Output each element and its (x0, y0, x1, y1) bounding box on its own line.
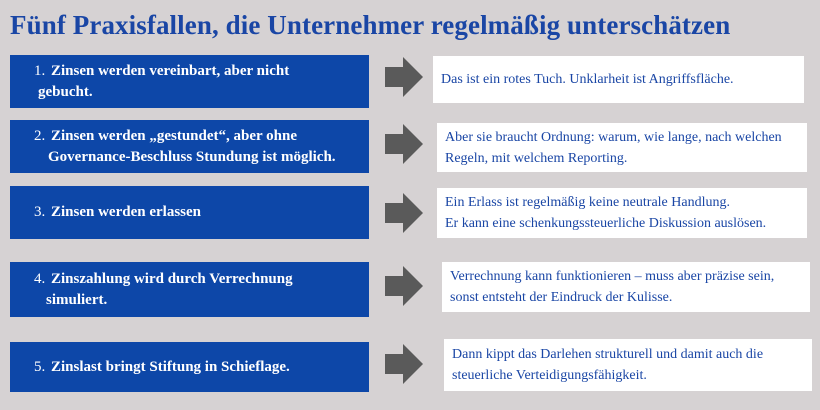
pitfall-box-4 (10, 262, 369, 317)
consequence-line-1: Verrechnung kann funktionieren – muss aber präzise sein, (450, 269, 775, 284)
pitfall-number: 3. (34, 204, 46, 220)
consequence-box-3 (437, 188, 807, 238)
right-arrow-icon (385, 124, 423, 164)
consequence-box-5 (444, 339, 812, 391)
pitfall-box-1 (10, 55, 369, 108)
consequence-line-2: Er kann eine schenkungssteuerliche Diskussion auslösen. (445, 216, 767, 231)
pitfall-number: 5. (34, 358, 46, 375)
pitfall-line-2: Governance-Beschluss Stundung ist möglich. (48, 148, 336, 165)
right-arrow-icon (385, 266, 423, 306)
consequence-box-2 (437, 123, 807, 172)
pitfall-line-1: Zinszahlung wird durch Verrechnung (51, 270, 293, 287)
consequence-line-2: sonst entsteht der Eindruck der Kulisse. (450, 290, 673, 305)
pitfall-line-1: Zinslast bringt Stiftung in Schieflage. (51, 358, 290, 375)
pitfall-line-2: gebucht. (38, 83, 93, 100)
right-arrow-icon (385, 193, 423, 233)
right-arrow-icon (385, 344, 423, 384)
consequence-box-1 (433, 56, 804, 103)
pitfall-box-5 (10, 342, 369, 392)
consequence-line-2: steuerliche Verteidigungsfähigkeit. (452, 368, 647, 383)
consequence-line-1: Aber sie braucht Ordnung: warum, wie lange, nach welchen (445, 129, 782, 145)
pitfall-line-1: Zinsen werden erlassen (51, 204, 201, 220)
page-title: Fünf Praxisfallen, die Unternehmer regelmäßig unterschätzen (10, 10, 731, 40)
pitfall-number: 1. (34, 62, 46, 79)
consequence-line-1: Ein Erlass ist regelmäßig keine neutrale Handlung. (445, 195, 730, 210)
consequence-box-4 (442, 262, 810, 312)
consequence-line-1: Das ist ein rotes Tuch. Unklarheit ist Angriffsfläche. (441, 72, 734, 87)
pitfall-number: 4. (34, 270, 46, 287)
pitfall-number: 2. (34, 127, 46, 144)
consequence-line-1: Dann kippt das Darlehen strukturell und damit auch die (452, 347, 764, 362)
pitfall-line-1: Zinsen werden vereinbart, aber nicht (51, 62, 290, 79)
pitfall-box-2 (10, 120, 369, 173)
right-arrow-icon (385, 57, 423, 97)
pitfall-box-3 (10, 186, 369, 239)
pitfall-line-1: Zinsen werden „gestundet“, aber ohne (51, 127, 297, 144)
pitfall-line-2: simuliert. (46, 291, 108, 308)
consequence-line-2: Regeln, mit welchem Reporting. (445, 150, 628, 166)
